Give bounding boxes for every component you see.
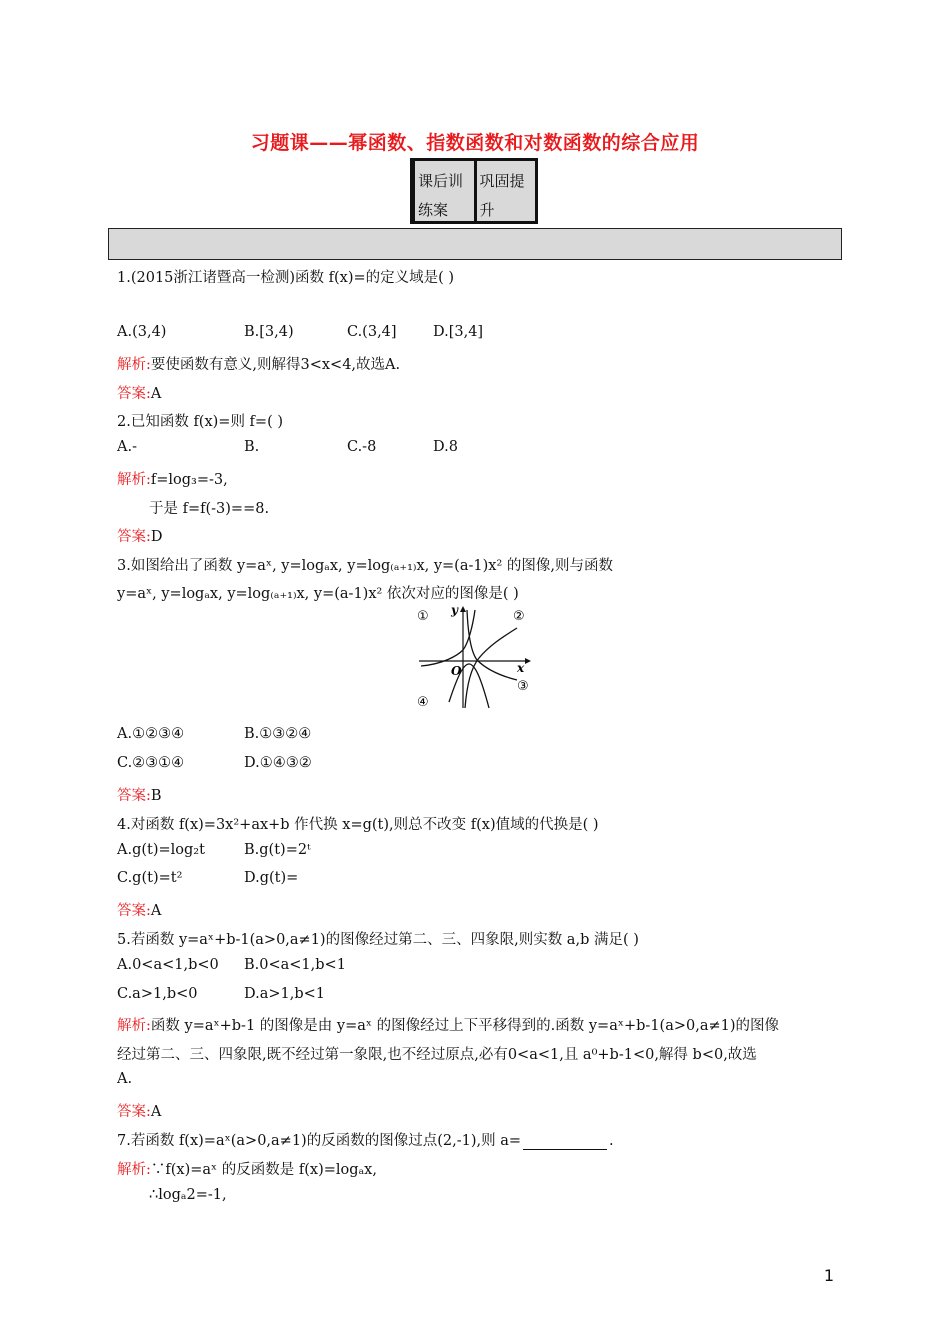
- q4-answer: [117, 899, 161, 920]
- answer-label: 答案:: [117, 788, 151, 804]
- solution-label: 解析:: [117, 357, 151, 373]
- q4-option-d: D.g(t)=: [244, 870, 299, 886]
- answer-label: 答案:: [117, 529, 151, 545]
- y-axis-label: y: [451, 604, 458, 617]
- solution-label: 解析:: [117, 1018, 151, 1034]
- q3-stem-cont: y=aˣ, y=logₐx, y=log₍ₐ₊₁₎x, y=(a-1)x² 依次对应的图像是( ): [117, 586, 519, 602]
- q5-option-b: B.0<a<1,b<1: [244, 957, 346, 973]
- q5-answer: [117, 1100, 161, 1121]
- q5-stem: 5.若函数 y=aˣ+b-1(a>0,a≠1)的图像经过第二、三、四象限,则实数 a,b 满足( ): [117, 932, 639, 948]
- q2-option-d: D.8: [433, 439, 458, 455]
- q1-option-b: B.[3,4): [244, 324, 294, 340]
- answer-blank: [523, 1135, 607, 1150]
- q2-answer: [117, 525, 163, 546]
- label-2: ②: [513, 609, 525, 624]
- solution-label: 解析:: [117, 1162, 151, 1178]
- answer-value: D: [150, 529, 163, 545]
- q1-option-a: A.(3,4): [117, 324, 167, 340]
- q2-option-c: C.-8: [347, 439, 377, 455]
- solution-label: 解析:: [117, 472, 151, 488]
- tab-after-class: 课后训练案: [415, 161, 474, 221]
- q5-solution-cont: 经过第二、三、四象限,既不经过第一象限,也不经过原点,必有0<a<1,且 a⁰+b-1<0,解得 b<0,故选: [117, 1047, 757, 1063]
- page-title: 习题课——幂函数、指数函数和对数函数的综合应用: [250, 132, 700, 154]
- label-3: ③: [517, 679, 529, 694]
- q7-solution: [117, 1158, 377, 1179]
- answer-label: 答案:: [117, 1104, 151, 1120]
- q2-solution: [117, 468, 228, 489]
- page-number: 1: [823, 1266, 834, 1285]
- q3-answer: [117, 784, 162, 805]
- q7-stem-text: 7.若函数 f(x)=aˣ(a>0,a≠1)的反函数的图像过点(2,-1),则 a=: [117, 1133, 521, 1149]
- q3-option-b: B.①③②④: [244, 726, 312, 742]
- q1-answer: [117, 382, 161, 403]
- q7-solution-cont: ∴logₐ2=-1,: [149, 1187, 227, 1203]
- label-1: ①: [417, 609, 429, 624]
- q4-option-c: C.g(t)=t²: [117, 870, 183, 886]
- solution-text: f=log₃=-3,: [150, 472, 228, 488]
- q4-stem: 4.对函数 f(x)=3x²+ax+b 作代换 x=g(t),则总不改变 f(x)值域的代换是( ): [117, 817, 599, 833]
- q1-option-c: C.(3,4]: [347, 324, 397, 340]
- q3-option-d: D.①④③②: [244, 755, 312, 771]
- q2-stem: 2.已知函数 f(x)=则 f=( ): [117, 414, 283, 430]
- q5-option-a: A.0<a<1,b<0: [117, 957, 219, 973]
- solution-text: 要使函数有意义,则解得3<x<4,故选A.: [150, 357, 401, 373]
- curve-2: [465, 628, 517, 708]
- q4-option-b: B.g(t)=2ᵗ: [244, 842, 311, 858]
- q1-stem: 1.(2015浙江诸暨高一检测)函数 f(x)=的定义域是( ): [117, 270, 455, 286]
- label-4: ④: [417, 695, 429, 710]
- q2-solution-cont: 于是 f=f(-3)==8.: [149, 501, 270, 517]
- q7-stem-end: .: [609, 1133, 614, 1149]
- q3-option-a: A.①②③④: [117, 726, 185, 742]
- q2-option-b: B.: [244, 439, 260, 455]
- q3-option-c: C.②③①④: [117, 755, 185, 771]
- section-band: [108, 228, 842, 260]
- q1-solution: [117, 353, 400, 374]
- answer-value: B: [150, 788, 162, 804]
- q3-stem: 3.如图给出了函数 y=aˣ, y=logₐx, y=log₍ₐ₊₁₎x, y=(a-1)x² 的图像,则与函数: [117, 558, 613, 574]
- q2-option-a: A.-: [117, 439, 137, 455]
- answer-value: A: [150, 1104, 162, 1120]
- answer-label: 答案:: [117, 386, 151, 402]
- y-axis-arrow: [460, 606, 466, 612]
- q7-stem: [117, 1129, 614, 1150]
- q5-solution: [117, 1014, 779, 1035]
- solution-text: ∵f(x)=aˣ 的反函数是 f(x)=logₐx,: [150, 1162, 377, 1178]
- x-axis-arrow: [525, 658, 531, 664]
- answer-value: A: [150, 386, 162, 402]
- solution-text: 函数 y=aˣ+b-1 的图像是由 y=aˣ 的图像经过上下平移得到的.函数 y=aˣ+b-1(a>0,a≠1)的图像: [150, 1018, 780, 1034]
- q5-solution-end: A.: [117, 1071, 133, 1087]
- tab-consolidate: 巩固提升: [474, 161, 536, 221]
- origin-label: O: [451, 664, 462, 678]
- x-axis-label: x: [517, 661, 525, 675]
- q5-option-d: D.a>1,b<1: [244, 986, 326, 1002]
- function-graph: [413, 604, 533, 710]
- q4-option-a: A.g(t)=log₂t: [117, 842, 205, 858]
- q1-option-d: D.[3,4]: [433, 324, 484, 340]
- answer-value: A: [150, 903, 162, 919]
- q5-option-c: C.a>1,b<0: [117, 986, 198, 1002]
- answer-label: 答案:: [117, 903, 151, 919]
- tab-box: [410, 158, 538, 224]
